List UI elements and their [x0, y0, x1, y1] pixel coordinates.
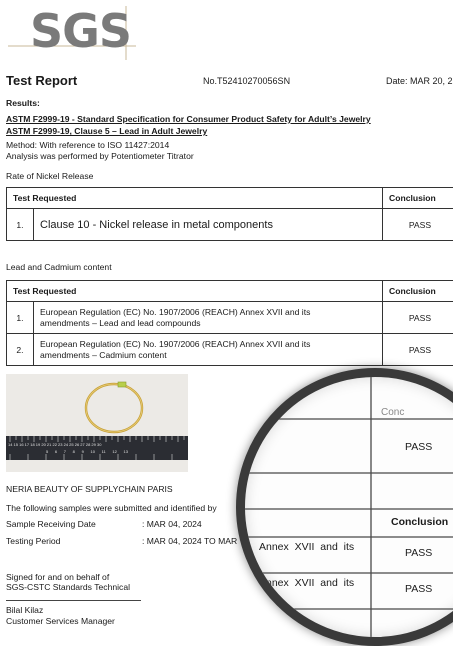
row-test-line-2: amendments – Lead and lead compounds — [40, 318, 376, 329]
row-number: 1. — [7, 302, 34, 334]
receiving-date-label: Sample Receiving Date — [6, 519, 96, 529]
col-test-requested: Test Requested — [7, 281, 383, 302]
testing-period-value: : MAR 04, 2024 TO MAR — [142, 536, 237, 546]
row-test-line-1: European Regulation (EC) No. 1907/2006 (REACH) Annex XVII and its — [40, 339, 376, 350]
sgs-logo — [8, 6, 148, 60]
signer-role: Customer Services Manager — [6, 616, 115, 626]
testing-period-label: Testing Period — [6, 536, 60, 546]
row-test-line-1: European Regulation (EC) No. 1907/2006 (REACH) Annex XVII and its — [40, 307, 376, 318]
signed-line-1: Signed for and on behalf of — [6, 572, 109, 582]
row-conclusion: PASS — [383, 302, 453, 334]
product-photo — [6, 374, 188, 472]
standard-line-2: ASTM F2999-19, Clause 5 – Lead in Adult Jewelry — [6, 126, 207, 136]
lead-table-header — [7, 281, 453, 302]
ruler-numbers: 14 15 16 17 18 19 20 21 22 23 24 25 26 27 28 29 30 — [8, 442, 101, 447]
col-test-requested: Test Requested — [7, 188, 383, 209]
table-row — [7, 302, 453, 334]
results-label: Results: — [6, 98, 40, 108]
magnified-pass-2: PASS — [405, 583, 432, 595]
standard-line-1: ASTM F2999-19 - Standard Specification for Consumer Product Safety for Adult’s Jewelry — [6, 114, 371, 124]
row-conclusion: PASS — [383, 209, 453, 241]
col-conclusion: Conclusion — [383, 281, 453, 302]
logo-text: SGS — [30, 4, 131, 58]
table-row — [7, 334, 453, 366]
signer-name: Bilal Kilaz — [6, 605, 43, 615]
row-conclusion: PASS — [383, 334, 453, 366]
report-title: Test Report — [6, 73, 77, 88]
samples-intro: The following samples were submitted and identified by — [6, 503, 217, 513]
magnifier-lens — [236, 368, 453, 646]
ruler-icon — [6, 436, 188, 460]
signature-divider — [6, 600, 141, 601]
magnified-conclusion: Conclusion — [391, 516, 448, 528]
magnified-pass-1: PASS — [405, 547, 432, 559]
magnified-partial-header: Conc — [381, 407, 404, 418]
report-date: Date: MAR 20, 2 — [386, 76, 453, 86]
table-row — [7, 209, 453, 241]
col-conclusion: Conclusion — [383, 188, 453, 209]
nickel-table-header — [7, 188, 453, 209]
magnified-pass-top: PASS — [405, 441, 432, 453]
signed-line-2: SGS-CSTC Standards Technical — [6, 582, 130, 592]
row-test-line-2: amendments – Cadmium content — [40, 350, 376, 361]
row-number: 2. — [7, 334, 34, 366]
magnified-annex-2: Annex XVII and its — [259, 577, 354, 589]
magnified-annex-1: Annex XVII and its — [259, 541, 354, 553]
nickel-section-title: Rate of Nickel Release — [6, 171, 93, 181]
method-text: Method: With reference to ISO 11427:2014 — [6, 140, 169, 150]
report-number: No.T52410270056SN — [203, 76, 290, 86]
lead-cadmium-table — [6, 280, 453, 366]
receiving-date-value: : MAR 04, 2024 — [142, 519, 202, 529]
magnified-grid — [245, 377, 453, 637]
analysis-text: Analysis was performed by Potentiometer Titrator — [6, 151, 194, 161]
lead-cadmium-section-title: Lead and Cadmium content — [6, 262, 112, 272]
row-test: Clause 10 - Nickel release in metal components — [34, 209, 383, 241]
ruler-scale: 5 6 7 8 9 10 11 12 13 — [46, 449, 128, 454]
photo-caption: NERIA BEAUTY OF SUPPLYCHAIN PARIS — [6, 484, 173, 494]
row-number: 1. — [7, 209, 34, 241]
nickel-table — [6, 187, 453, 241]
